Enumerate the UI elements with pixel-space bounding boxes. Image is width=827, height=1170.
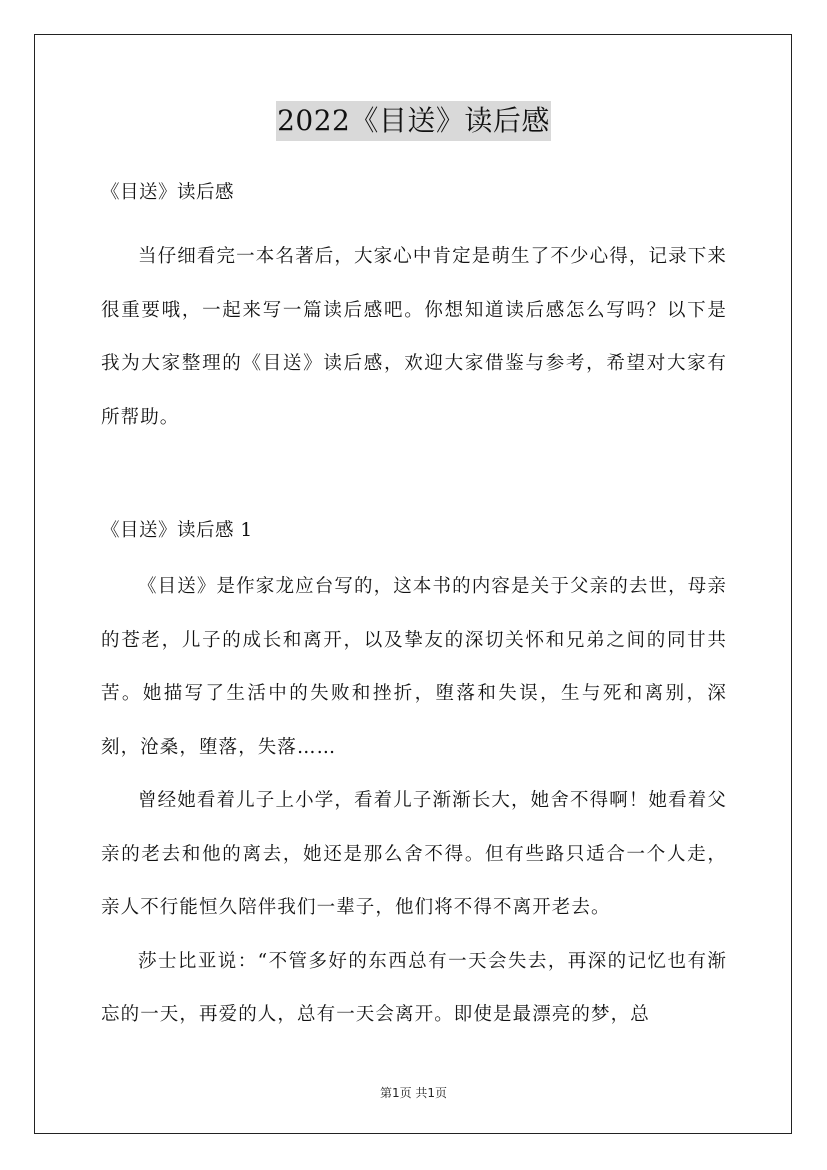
document-title: 2022《目送》读后感 (276, 101, 551, 141)
body-paragraph-1: 《目送》是作家龙应台写的，这本书的内容是关于父亲的去世，母亲的苍老，儿子的成长和离开，以及挚友的深切关怀和兄弟之间的同甘共苦。她描写了生活中的失败和挫折，堕落和失误，生与死和离别，深刻，沧桑，堕落，失落…… (101, 576, 727, 758)
intro-paragraph: 当仔细看完一本名著后，大家心中肯定是萌生了不少心得，记录下来很重要哦，一起来写一篇读后感吧。你想知道读后感怎么写吗？以下是我为大家整理的《目送》读后感，欢迎大家借鉴与参考，希望对大家有所帮助。 (101, 246, 727, 428)
document-body (101, 174, 727, 1042)
page-number: 第1页 共1页 (379, 1086, 448, 1100)
intro-heading: 《目送》读后感 (101, 182, 235, 203)
body-paragraph-2: 曾经她看着儿子上小学，看着儿子渐渐长大，她舍不得啊！她看着父亲的老去和他的离去，她还是那么舍不得。但有些路只适合一个人走，亲人不行能恒久陪伴我们一辈子，他们将不得不离开老去。 (101, 790, 727, 918)
section-heading: 《目送》读后感 1 (101, 520, 253, 541)
title-container (0, 101, 827, 141)
page-footer (0, 1084, 827, 1101)
body-paragraph-3: 莎士比亚说：“不管多好的东西总有一天会失去，再深的记忆也有渐忘的一天，再爱的人，总有一天会离开。即使是最漂亮的梦，总 (101, 950, 727, 1025)
